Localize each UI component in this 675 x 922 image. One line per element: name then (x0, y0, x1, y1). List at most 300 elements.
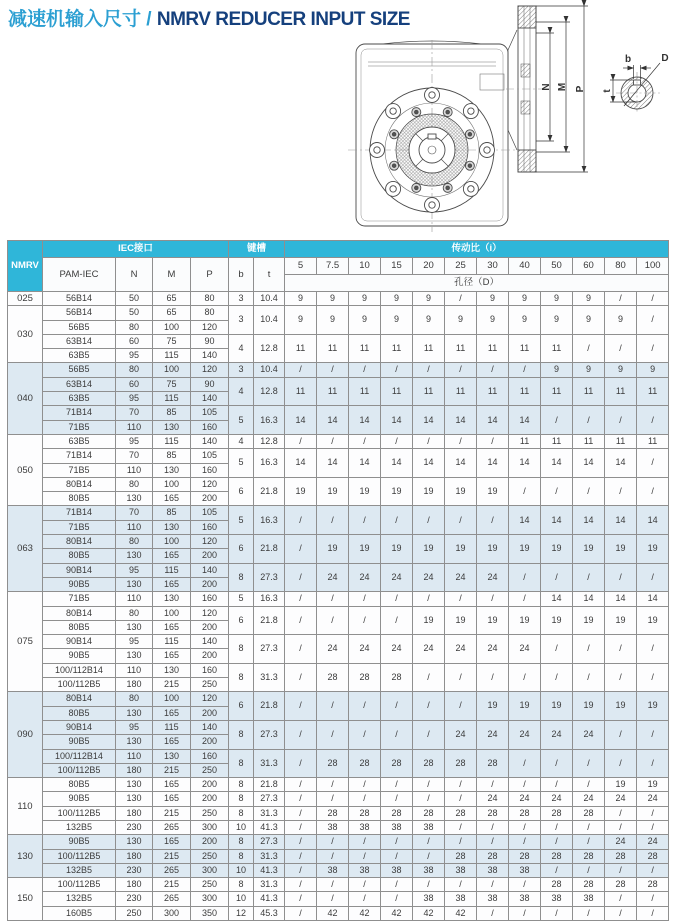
cell-bore-value: 28 (573, 806, 605, 820)
cell-bore-value: 42 (445, 906, 477, 920)
cell-pam-iec: 90B5 (43, 577, 116, 591)
cell-p: 120 (191, 477, 229, 491)
cell-p: 90 (191, 377, 229, 391)
cell-m: 130 (153, 463, 191, 477)
cell-b: 5 (229, 406, 254, 435)
cell-bore-value: / (381, 792, 413, 806)
cell-n: 110 (116, 749, 153, 763)
cell-pam-iec: 100/112B5 (43, 763, 116, 777)
cell-bore-value: / (349, 592, 381, 606)
cell-n: 95 (116, 563, 153, 577)
header-p: P (191, 258, 229, 292)
side-view-dim-labels (541, 83, 586, 93)
cell-bore-value: 28 (381, 749, 413, 778)
cell-p: 140 (191, 392, 229, 406)
cell-bore-value: 38 (509, 863, 541, 877)
cell-bore-value: / (541, 906, 573, 920)
cell-n: 180 (116, 878, 153, 892)
small-bolt-center-icon (446, 186, 450, 190)
cell-b: 4 (229, 334, 254, 363)
cell-bore-value: 38 (477, 892, 509, 906)
cell-pam-iec: 56B5 (43, 363, 116, 377)
cell-t: 16.3 (254, 506, 285, 535)
cell-p: 120 (191, 606, 229, 620)
cell-bore-value: / (605, 334, 637, 363)
cell-n: 250 (116, 906, 153, 920)
small-bolt-center-icon (392, 164, 396, 168)
cell-b: 8 (229, 835, 254, 849)
cell-b: 8 (229, 778, 254, 792)
cell-bore-value: / (285, 506, 317, 535)
cell-bore-value: / (413, 363, 445, 377)
cell-m: 75 (153, 334, 191, 348)
cell-bore-value: 11 (413, 334, 445, 363)
cell-p: 300 (191, 863, 229, 877)
cell-bore-value: 24 (637, 835, 669, 849)
cell-bore-value: / (637, 635, 669, 664)
cell-bore-value: / (509, 663, 541, 692)
cell-bore-value: 38 (445, 863, 477, 877)
cell-m: 165 (153, 492, 191, 506)
cell-bore-value: / (541, 749, 573, 778)
cell-bore-value: / (637, 663, 669, 692)
cell-bore-value: 11 (605, 377, 637, 406)
cell-bore-value: 24 (381, 635, 413, 664)
cell-t: 27.3 (254, 720, 285, 749)
cell-m: 165 (153, 620, 191, 634)
cell-pam-iec: 71B5 (43, 463, 116, 477)
cell-bore-value: / (285, 892, 317, 906)
cell-p: 200 (191, 549, 229, 563)
cell-t: 31.3 (254, 749, 285, 778)
cell-m: 165 (153, 792, 191, 806)
bolt-hole-icon (468, 186, 474, 192)
header-ratio: 80 (605, 258, 637, 275)
cell-bore-value: 19 (477, 477, 509, 506)
cell-bore-value: 11 (381, 377, 413, 406)
cell-bore-value: / (637, 406, 669, 435)
cell-bore-value: / (317, 835, 349, 849)
cell-bore-value: 24 (573, 720, 605, 749)
cell-nmrv-group: 025 (8, 292, 43, 306)
cell-bore-value: 19 (637, 778, 669, 792)
cell-bore-value: / (541, 477, 573, 506)
cell-bore-value: / (445, 434, 477, 448)
cell-bore-value: 38 (541, 892, 573, 906)
cell-bore-value: 9 (573, 306, 605, 335)
cell-bore-value: 9 (509, 306, 541, 335)
cell-pam-iec: 100/112B14 (43, 663, 116, 677)
cell-bore-value: 24 (413, 635, 445, 664)
cell-b: 8 (229, 720, 254, 749)
cell-n: 95 (116, 349, 153, 363)
cell-bore-value: 14 (413, 406, 445, 435)
cell-bore-value: 14 (317, 449, 349, 478)
cell-pam-iec: 100/112B5 (43, 849, 116, 863)
header-nmrv: NMRV (8, 241, 43, 292)
table-row (8, 720, 669, 734)
cell-m: 65 (153, 306, 191, 320)
cell-bore-value: 42 (317, 906, 349, 920)
cell-n: 110 (116, 592, 153, 606)
cell-bore-value: 19 (509, 535, 541, 564)
side-view (506, 6, 544, 172)
cell-b: 10 (229, 892, 254, 906)
cell-p: 140 (191, 563, 229, 577)
cell-t: 12.8 (254, 434, 285, 448)
cell-bore-value: 9 (605, 363, 637, 377)
cell-bore-value: 24 (349, 635, 381, 664)
cell-bore-value: / (413, 792, 445, 806)
cell-m: 115 (153, 349, 191, 363)
cell-bore-value: 24 (573, 792, 605, 806)
cell-b: 10 (229, 820, 254, 834)
cell-bore-value: 28 (445, 806, 477, 820)
cell-bore-value: 14 (541, 449, 573, 478)
cell-bore-value: 19 (541, 535, 573, 564)
cell-bore-value: 19 (317, 535, 349, 564)
cell-bore-value: / (637, 749, 669, 778)
cell-bore-value: 38 (349, 820, 381, 834)
cell-bore-value: 38 (317, 863, 349, 877)
cell-m: 165 (153, 649, 191, 663)
cell-bore-value: 11 (413, 377, 445, 406)
cell-bore-value: / (349, 506, 381, 535)
cell-bore-value: / (381, 720, 413, 749)
cell-bore-value: / (317, 720, 349, 749)
cell-t: 12.8 (254, 377, 285, 406)
cell-bore-value: / (381, 434, 413, 448)
cell-bore-value: / (605, 892, 637, 906)
cell-bore-value: 11 (637, 434, 669, 448)
header-ratio: 25 (445, 258, 477, 275)
bolt-hole-icon (390, 108, 396, 114)
cell-bore-value: / (541, 778, 573, 792)
cell-bore-value: / (317, 434, 349, 448)
cell-bore-value: / (605, 820, 637, 834)
cell-bore-value: / (285, 749, 317, 778)
cell-bore-value: 11 (509, 334, 541, 363)
cell-bore-value: / (477, 434, 509, 448)
cell-nmrv-group: 075 (8, 592, 43, 692)
cell-n: 130 (116, 735, 153, 749)
cell-t: 41.3 (254, 820, 285, 834)
cell-bore-value: 24 (509, 720, 541, 749)
cell-pam-iec: 71B14 (43, 406, 116, 420)
cell-bore-value: 14 (445, 406, 477, 435)
cell-t: 41.3 (254, 863, 285, 877)
header-m: M (153, 258, 191, 292)
cell-p: 250 (191, 763, 229, 777)
small-bolt-center-icon (415, 110, 419, 114)
cell-bore-value: / (285, 535, 317, 564)
cell-pam-iec: 71B5 (43, 520, 116, 534)
cell-bore-value: 9 (541, 292, 573, 306)
cell-b: 6 (229, 606, 254, 635)
cell-n: 130 (116, 620, 153, 634)
cell-m: 130 (153, 663, 191, 677)
cell-bore-value: / (349, 849, 381, 863)
cell-bore-value: 28 (637, 849, 669, 863)
cell-m: 165 (153, 735, 191, 749)
cell-bore-value: 28 (445, 749, 477, 778)
cell-bore-value: 19 (605, 692, 637, 721)
cell-bore-value: / (413, 849, 445, 863)
cell-bore-value: 14 (477, 406, 509, 435)
cell-pam-iec: 90B14 (43, 563, 116, 577)
cell-bore-value: 11 (541, 334, 573, 363)
cell-p: 120 (191, 320, 229, 334)
table-row (8, 477, 669, 491)
cell-bore-value: 28 (349, 749, 381, 778)
cell-m: 130 (153, 520, 191, 534)
cell-bore-value: / (605, 406, 637, 435)
cell-nmrv-group: 110 (8, 778, 43, 835)
bore-detail (616, 72, 660, 114)
cell-bore-value: / (605, 720, 637, 749)
cell-pam-iec: 100/112B5 (43, 678, 116, 692)
cell-bore-value: / (445, 292, 477, 306)
cell-bore-value: / (445, 792, 477, 806)
cell-bore-value: 38 (413, 892, 445, 906)
cell-bore-value: / (317, 363, 349, 377)
cell-nmrv-group: 050 (8, 434, 43, 505)
cell-p: 140 (191, 434, 229, 448)
cell-bore-value: / (541, 406, 573, 435)
cell-bore-value: 11 (381, 334, 413, 363)
cell-bore-value: 24 (349, 563, 381, 592)
cell-bore-value: / (605, 906, 637, 920)
small-bolt-center-icon (415, 186, 419, 190)
cell-pam-iec: 63B14 (43, 334, 116, 348)
cell-p: 120 (191, 692, 229, 706)
cell-bore-value: / (509, 778, 541, 792)
cell-bore-value: 19 (477, 692, 509, 721)
header-b: b (229, 258, 254, 292)
cell-bore-value: 14 (509, 506, 541, 535)
cell-n: 130 (116, 792, 153, 806)
cell-bore-value: / (573, 635, 605, 664)
cell-m: 100 (153, 692, 191, 706)
cell-bore-value: / (413, 692, 445, 721)
cell-b: 5 (229, 592, 254, 606)
cell-n: 80 (116, 320, 153, 334)
cell-bore-value: 11 (637, 377, 669, 406)
cell-bore-value: 19 (445, 477, 477, 506)
cell-bore-value: 11 (541, 434, 573, 448)
cell-p: 160 (191, 520, 229, 534)
cell-p: 300 (191, 892, 229, 906)
cell-b: 3 (229, 292, 254, 306)
table-row (8, 749, 669, 763)
cell-pam-iec: 90B5 (43, 835, 116, 849)
cell-m: 165 (153, 549, 191, 563)
cell-bore-value: / (285, 792, 317, 806)
cell-bore-value: 19 (605, 606, 637, 635)
cell-bore-value: 11 (477, 334, 509, 363)
cell-bore-value: / (285, 592, 317, 606)
cell-n: 180 (116, 806, 153, 820)
cell-bore-value: / (637, 863, 669, 877)
cell-bore-value: 28 (477, 849, 509, 863)
cell-bore-value: 28 (317, 663, 349, 692)
dim-label-m: M (557, 82, 568, 92)
cell-bore-value: 24 (317, 635, 349, 664)
dim-label-t: t (602, 89, 613, 93)
cell-bore-value: 11 (573, 434, 605, 448)
cell-n: 130 (116, 492, 153, 506)
cell-m: 100 (153, 363, 191, 377)
cell-bore-value: / (477, 506, 509, 535)
cell-bore-value: / (445, 363, 477, 377)
header-ratio: 20 (413, 258, 445, 275)
table-row (8, 806, 669, 820)
cell-t: 10.4 (254, 292, 285, 306)
cell-b: 3 (229, 306, 254, 335)
cell-t: 31.3 (254, 878, 285, 892)
cell-pam-iec: 160B5 (43, 906, 116, 920)
cell-bore-value: 28 (573, 849, 605, 863)
cell-bore-value: 9 (413, 292, 445, 306)
cell-bore-value: / (573, 778, 605, 792)
dim-label-p: P (575, 85, 586, 93)
small-bolt-center-icon (468, 133, 472, 137)
cell-bore-value: 19 (381, 477, 413, 506)
cell-bore-value: / (573, 863, 605, 877)
table-row (8, 535, 669, 549)
cell-t: 16.3 (254, 592, 285, 606)
cell-nmrv-group: 130 (8, 835, 43, 878)
cell-b: 5 (229, 506, 254, 535)
header-ratio: 10 (349, 258, 381, 275)
cell-bore-value: / (413, 720, 445, 749)
cell-pam-iec: 80B5 (43, 549, 116, 563)
cell-p: 160 (191, 749, 229, 763)
cell-bore-value: 42 (381, 906, 413, 920)
cell-bore-value: 9 (541, 363, 573, 377)
cell-bore-value: / (573, 835, 605, 849)
header-ratio: 40 (509, 258, 541, 275)
cell-bore-value: 14 (573, 506, 605, 535)
cell-bore-value: / (285, 863, 317, 877)
cell-p: 160 (191, 592, 229, 606)
cell-pam-iec: 56B14 (43, 306, 116, 320)
cell-t: 27.3 (254, 635, 285, 664)
cell-bore-value: / (477, 820, 509, 834)
cell-t: 27.3 (254, 835, 285, 849)
cell-b: 6 (229, 535, 254, 564)
cell-pam-iec: 100/112B5 (43, 806, 116, 820)
header-n: N (116, 258, 153, 292)
cell-bore-value: 24 (541, 792, 573, 806)
cell-bore-value: 14 (509, 449, 541, 478)
table-row (8, 849, 669, 863)
cell-bore-value: / (381, 878, 413, 892)
cell-bore-value: / (509, 835, 541, 849)
cell-bore-value: / (509, 820, 541, 834)
cell-bore-value: 38 (413, 863, 445, 877)
cell-p: 105 (191, 506, 229, 520)
table-row (8, 292, 669, 306)
cell-m: 100 (153, 535, 191, 549)
cell-t: 27.3 (254, 792, 285, 806)
table-row (8, 449, 669, 463)
cell-bore-value: 19 (445, 535, 477, 564)
cell-bore-value: / (637, 477, 669, 506)
cell-n: 110 (116, 463, 153, 477)
cell-bore-value: / (285, 692, 317, 721)
cell-bore-value: / (573, 563, 605, 592)
cell-bore-value: / (317, 778, 349, 792)
cell-bore-value: 11 (445, 334, 477, 363)
cell-m: 100 (153, 320, 191, 334)
cell-bore-value: 9 (285, 306, 317, 335)
cell-bore-value: / (317, 692, 349, 721)
cell-bore-value: 19 (381, 535, 413, 564)
cell-m: 265 (153, 892, 191, 906)
cell-bore-value: 9 (381, 292, 413, 306)
dim-label-d: D (661, 53, 669, 64)
cell-bore-value: / (573, 334, 605, 363)
cell-bore-value: 28 (349, 663, 381, 692)
cell-bore-value: 28 (413, 749, 445, 778)
cell-bore-value: 28 (477, 806, 509, 820)
cell-p: 140 (191, 720, 229, 734)
cell-bore-value: 11 (285, 377, 317, 406)
cell-t: 41.3 (254, 892, 285, 906)
cell-t: 10.4 (254, 363, 285, 377)
cell-n: 70 (116, 406, 153, 420)
cell-m: 265 (153, 863, 191, 877)
cell-bore-value: / (381, 606, 413, 635)
cell-b: 8 (229, 792, 254, 806)
cell-bore-value: / (637, 306, 669, 335)
cell-p: 105 (191, 406, 229, 420)
cell-bore-value: 38 (413, 820, 445, 834)
cell-bore-value: / (445, 692, 477, 721)
cell-bore-value: / (317, 606, 349, 635)
cell-p: 120 (191, 535, 229, 549)
cell-bore-value: 9 (317, 306, 349, 335)
cell-pam-iec: 100/112B5 (43, 878, 116, 892)
cell-p: 80 (191, 292, 229, 306)
cell-p: 200 (191, 577, 229, 591)
cell-bore-value: / (381, 692, 413, 721)
cell-t: 12.8 (254, 334, 285, 363)
cell-bore-value: / (285, 606, 317, 635)
cell-bore-value: / (381, 778, 413, 792)
cell-bore-value: 19 (317, 477, 349, 506)
cell-bore-value: / (349, 606, 381, 635)
cell-bore-value: 19 (637, 606, 669, 635)
cell-bore-value: / (637, 334, 669, 363)
cell-bore-value: 14 (477, 449, 509, 478)
cell-m: 115 (153, 635, 191, 649)
cell-bore-value: / (381, 506, 413, 535)
cell-bore-value: / (445, 592, 477, 606)
cell-bore-value: / (637, 806, 669, 820)
cell-bore-value: 9 (413, 306, 445, 335)
cell-bore-value: / (349, 878, 381, 892)
cell-b: 8 (229, 663, 254, 692)
cell-n: 110 (116, 520, 153, 534)
cell-n: 230 (116, 863, 153, 877)
header-ratio: 15 (381, 258, 413, 275)
cell-m: 75 (153, 377, 191, 391)
cell-bore-value: / (541, 663, 573, 692)
cell-bore-value: 24 (477, 563, 509, 592)
cell-p: 250 (191, 878, 229, 892)
